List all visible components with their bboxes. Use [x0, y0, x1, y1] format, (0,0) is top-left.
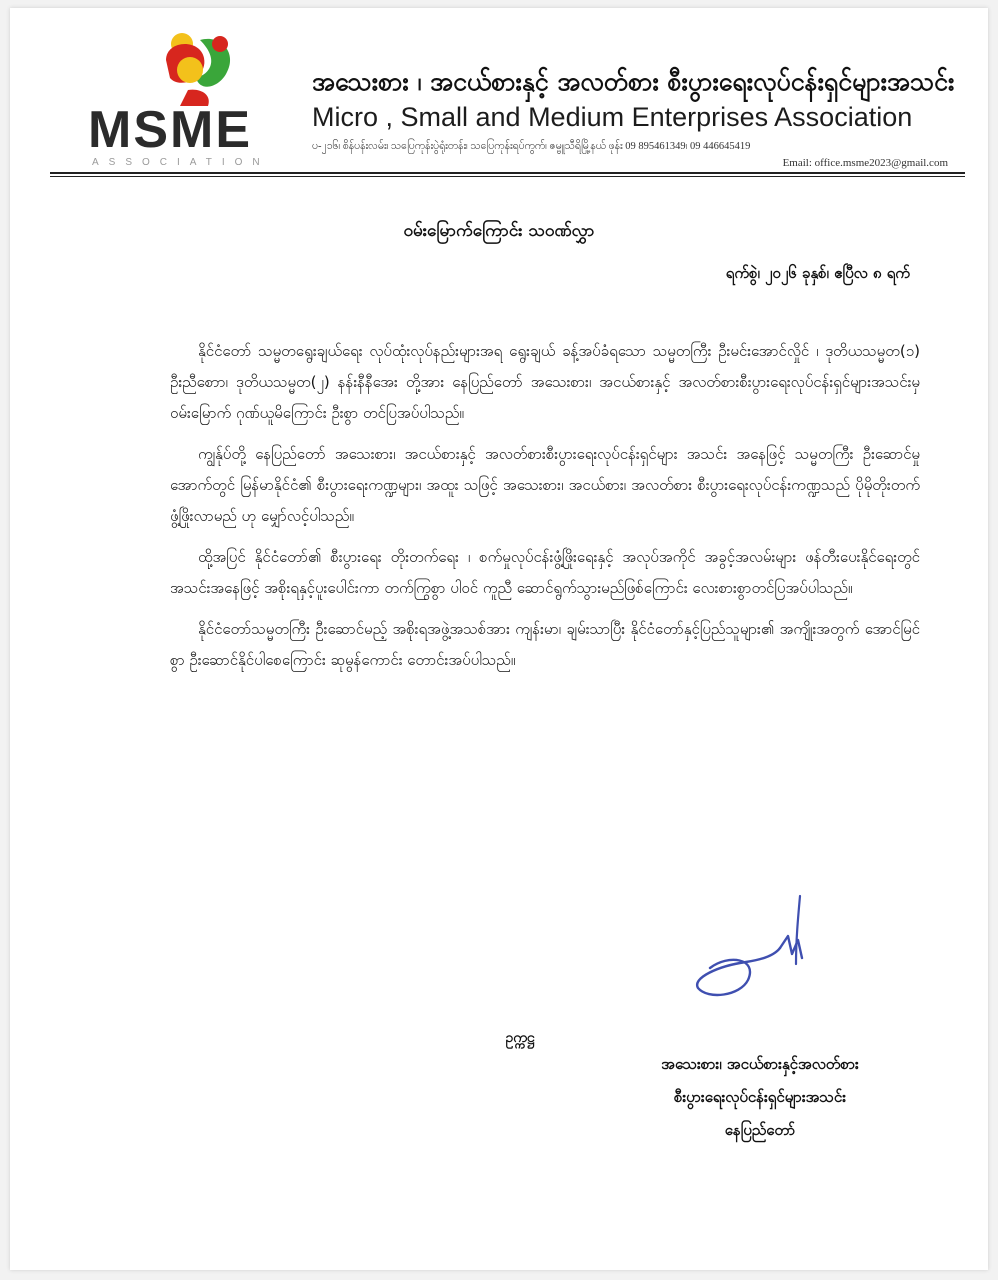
body-paragraph: နိုင်ငံတော် သမ္မတရွေးချယ်ရေး လုပ်ထုံးလုပ်နည်းများအရ ရွေးချယ် ခန့်အပ်ခံရသော သမ္မတကြီး ဦးမင်းအောင်လှိုင် ၊ ဒုတိယသမ္မတ(၁) ဦးညီစောာ၊ ဒုတိယသမ္မတ(၂) နန်းနီနီအေး တို့အား နေပြည်တော် အသေးစား၊ အငယ်စားနှင့် အလတ်စားစီးပွားရေးလုပ်ငန်းရှင်များအသင်းမှ ဝမ်းမြောက် ဂုဏ်ယူမိကြောင်း ဦးစွာ တင်ပြအပ်ပါသည်။: [170, 342, 920, 422]
msme-logo: [88, 30, 308, 168]
org-email: Email: office.msme2023@gmail.com: [782, 157, 948, 169]
signatory-line: စီးပွားရေးလုပ်ငန်းရှင်များအသင်း: [673, 1088, 847, 1106]
handwritten-signature: [688, 888, 828, 1018]
logo-subtext: ASSOCIATION: [92, 157, 270, 168]
letter-date: ရက်စွဲ၊ ၂၀၂၆ ခုနှစ်၊ ဧပြီလ ၈ ရက်: [725, 264, 910, 282]
signatory-block: [570, 1048, 950, 1147]
org-name-myanmar: အသေးစား ၊ အငယ်စားနှင့် အလတ်စား စီးပွားရေးလုပ်ငန်းရှင်များအသင်း: [312, 67, 955, 96]
logo-wordmark: MSME: [88, 101, 252, 159]
body-paragraph: ထို့အပြင် နိုင်ငံတော်၏ စီးပွားရေး တိုးတက်ရေး ၊ စက်မှုလုပ်ငန်းဖွံ့ဖြိုးရေးနှင့် အလုပ်အကိုင် အခွင့်အလမ်းများ ဖန်တီးပေးနိုင်ရေးတွင် အသင်းအနေဖြင့် အစိုးရနှင့်ပူးပေါင်းကာ တက်ကြွစွာ ပါဝင် ကူညီ ဆောင်ရွက်သွားမည်ဖြစ်ကြောင်း လေးစားစွာတင်ပြအပ်ပါသည်။: [170, 548, 920, 597]
letterhead-rule-thick: [50, 172, 965, 174]
signatory-title: ဥက္ကဋ္ဌ: [505, 1030, 535, 1046]
signatory-line: နေပြည်တော်: [724, 1121, 796, 1139]
org-name-english: Micro , Small and Medium Enterprises Association: [312, 102, 913, 132]
letter-page: [10, 8, 988, 1270]
msme-logo-icon: [160, 30, 240, 108]
letterhead-rule-thin: [50, 176, 965, 177]
letter-subject: ဝမ်းမြောက်ကြောင်း သဝဏ်လွှာ: [403, 221, 595, 241]
letterhead: [10, 8, 988, 178]
body-paragraph: နိုင်ငံတော်သမ္မတကြီး ဦးဆောင်မည့် အစိုးရအဖွဲ့အသစ်အား ကျန်းမာ၊ ချမ်းသာပြီး နိုင်ငံတော်နှင့်ပြည်သူများ၏ အကျိုးအတွက် အောင်မြင်စွာ ဦးဆောင်နိုင်ပါစေကြောင်း ဆုမွန်ကောင်း တောင်းအပ်ပါသည်။: [170, 620, 920, 669]
signatory-line: အသေးစား၊ အငယ်စားနှင့်အလတ်စား: [661, 1055, 859, 1073]
body-paragraph: ကျွန်ုပ်တို့ နေပြည်တော် အသေးစား၊ အငယ်စားနှင့် အလတ်စားစီးပွားရေးလုပ်ငန်းရှင်များ အသင်း အနေဖြင့် သမ္မတကြီး ဦးဆောင်မှုအောက်တွင် မြန်မာနိုင်ငံ၏ စီးပွားရေးကဏ္ဍများ၊ အထူး သဖြင့် အသေးစား၊ အငယ်စား၊ အလတ်စား စီးပွားရေးလုပ်ငန်းကဏ္ဍသည် ပိုမိုတိုးတက်ဖွံ့ဖြိုးလာမည် ဟု မျှော်လင့်ပါသည်။: [170, 445, 920, 525]
letter-body: [170, 336, 920, 686]
org-address: ပ-၂၁၆၊ စိန်ပန်းလမ်း၊ သပြေကုန်းပွဲရုံးတန်း၊ သပြေကုန်းရပ်ကွက်၊ ဇမ္ဗူသီရိမြို့နယ် ဖုန်း 09 895461349၊ 09 446645419: [312, 141, 751, 152]
